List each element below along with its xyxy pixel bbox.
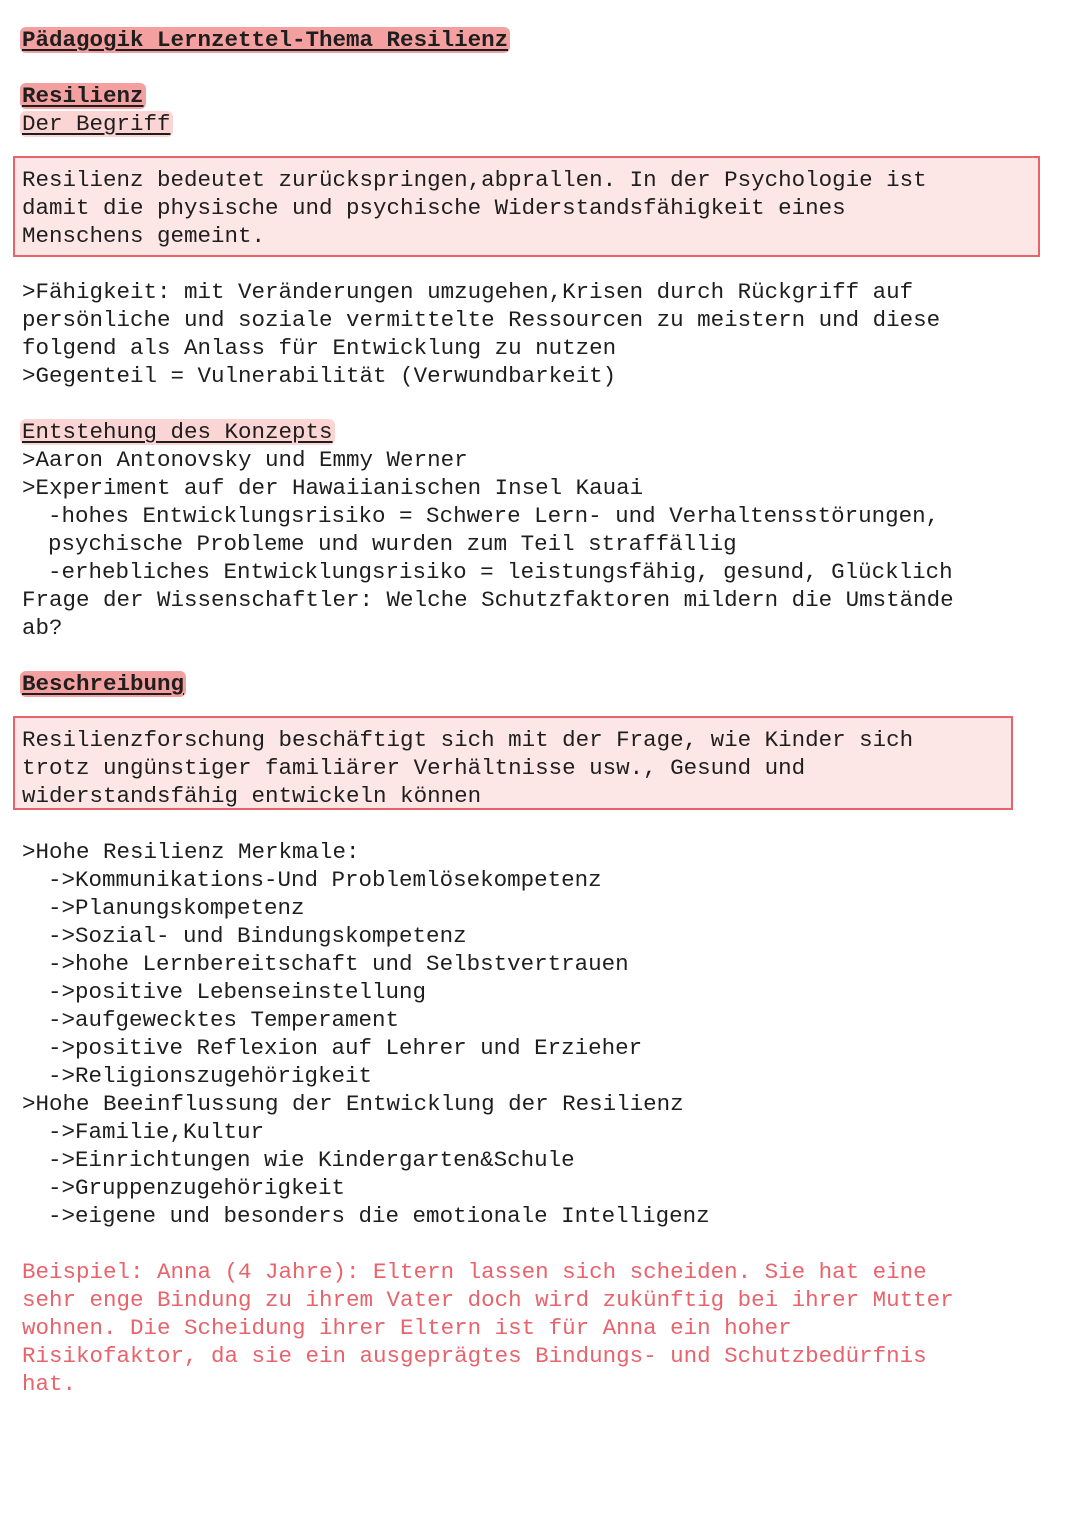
concept-indented-line: psychische Probleme und wurden zum Teil straffällig — [48, 531, 737, 557]
point-line: folgend als Anlass für Entwicklung zu nutzen — [22, 335, 617, 361]
definition-line: Resilienz bedeutet zurückspringen,abprallen. In der Psychologie ist — [22, 167, 927, 193]
example-line: sehr enge Bindung zu ihrem Vater doch wird zukünftig bei ihrer Mutter — [22, 1287, 954, 1313]
influence-item: ->eigene und besonders die emotionale Intelligenz — [48, 1203, 710, 1229]
description-line: Resilienzforschung beschäftigt sich mit der Frage, wie Kinder sich — [22, 727, 914, 753]
page-title: Pädagogik Lernzettel-Thema Resilienz — [22, 27, 509, 53]
definition-line: Menschens gemeint. — [22, 223, 266, 249]
example-line: wohnen. Die Scheidung ihrer Eltern ist für Anna ein hoher — [22, 1315, 792, 1341]
influence-item: ->Familie,Kultur — [48, 1119, 265, 1145]
definition-line: damit die physische und psychische Widerstandsfähigkeit eines — [22, 195, 846, 221]
point-line: >Gegenteil = Vulnerabilität (Verwundbarkeit) — [22, 363, 617, 389]
trait-item: ->Kommunikations-Und Problemlösekompetenz — [48, 867, 602, 893]
question-line: ab? — [22, 615, 63, 641]
trait-item: ->aufgewecktes Temperament — [48, 1007, 400, 1033]
influence-item: ->Gruppenzugehörigkeit — [48, 1175, 346, 1201]
description-line: widerstandsfähig entwickeln können — [22, 783, 482, 809]
subheading-begriff: Der Begriff — [22, 111, 171, 137]
concept-line: >Aaron Antonovsky und Emmy Werner — [22, 447, 468, 473]
example-line: Risikofaktor, da sie ein ausgeprägtes Bindungs- und Schutzbedürfnis — [22, 1343, 927, 1369]
section-heading-entstehung: Entstehung des Konzepts — [22, 419, 333, 445]
concept-indented-line: -erhebliches Entwicklungsrisiko = leistungsfähig, gesund, Glücklich — [48, 559, 953, 585]
section-heading-resilienz: Resilienz — [22, 83, 144, 109]
trait-item: ->positive Lebenseinstellung — [48, 979, 427, 1005]
concept-indented-line: -hohes Entwicklungsrisiko = Schwere Lern- und Verhaltensstörungen, — [48, 503, 940, 529]
trait-item: ->positive Reflexion auf Lehrer und Erzieher — [48, 1035, 643, 1061]
point-line: >Fähigkeit: mit Veränderungen umzugehen,Krisen durch Rückgriff auf — [22, 279, 914, 305]
question-line: Frage der Wissenschaftler: Welche Schutzfaktoren mildern die Umstände — [22, 587, 954, 613]
example-line: Beispiel: Anna (4 Jahre): Eltern lassen sich scheiden. Sie hat eine — [22, 1259, 927, 1285]
trait-item: ->Religionszugehörigkeit — [48, 1063, 373, 1089]
trait-item: ->Sozial- und Bindungskompetenz — [48, 923, 467, 949]
concept-line: >Experiment auf der Hawaiianischen Insel Kauai — [22, 475, 644, 501]
trait-item: ->hohe Lernbereitschaft und Selbstvertrauen — [48, 951, 629, 977]
influence-item: ->Einrichtungen wie Kindergarten&Schule — [48, 1147, 575, 1173]
point-line: persönliche und soziale vermittelte Ressourcen zu meistern und diese — [22, 307, 941, 333]
example-line: hat. — [22, 1371, 77, 1397]
section-heading-beschreibung: Beschreibung — [22, 671, 185, 697]
trait-item: ->Planungskompetenz — [48, 895, 305, 921]
influence-heading: >Hohe Beeinflussung der Entwicklung der Resilienz — [22, 1091, 684, 1117]
description-line: trotz ungünstiger familiärer Verhältnisse usw., Gesund und — [22, 755, 806, 781]
traits-heading: >Hohe Resilienz Merkmale: — [22, 839, 360, 865]
